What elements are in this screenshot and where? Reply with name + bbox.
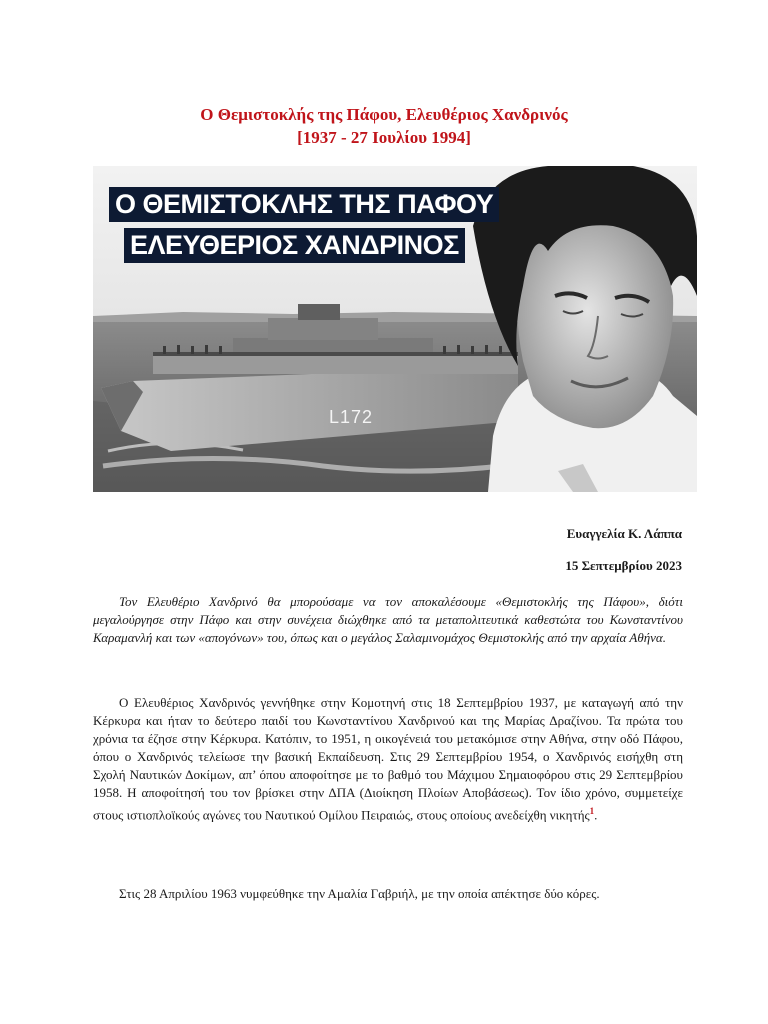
- ship-marking: L172: [329, 407, 374, 427]
- intro-paragraph: Τον Ελευθέριο Χανδρινό θα μπορούσαμε να τον αποκαλέσουμε «Θεμιστοκλής της Πάφου», διότι μεγαλούργησε στην Πάφο και στην συνέχεια διώχθηκε από τα μεταπολιτευτικά καθεστώτα του Κωνσταντίνου Καραμανλή και των «απογόνων» του, όπως και ο μεγάλος Σαλαμινομάχος Θεμιστοκλής από την αρχαία Αθήνα.: [93, 594, 683, 645]
- biography-paragraph-text: Ο Ελευθέριος Χανδρινός γεννήθηκε στην Κομοτηνή στις 18 Σεπτεμβρίου 1937, με καταγωγή από την Κέρκυρα και ήταν το δεύτερο παιδί του Κωνσταντίνου Χανδρινού και της Μαρίας Δραζίνου. Τα πρώτα του χρόνια τα έζησε στην Κέρκυρα. Κατόπιν, το 1951, η οικογένειά του μετακόμισε στην Αθήνα, στην οδό Πάφου, όπου ο Χανδρινός τελείωσε την βασική Εκπαίδευση. Στις 29 Σεπτεμβρίου 1954, ο Χανδρινός εισήχθη στη Σχολή Ναυτικών Δοκίμων, απ’ όπου αποφοίτησε με το βαθμό του Μάχιμου Σημαιοφόρου στις 29 Σεπτεμβρίου 1958. Η αποφοίτησή του τον βρίσκει στην ΔΠΑ (Διοίκηση Πλοίων Αποβάσεως). Τον ίδιο χρόνο, συμμετείχε στους ιστιοπλοϊκούς αγώνες του Ναυτικού Ομίλου Πειραιώς, στους οποίους ανεδείχθη νικητής: [93, 695, 683, 823]
- portrait: [473, 166, 697, 492]
- hero-photo: [93, 166, 697, 492]
- hero-banner-line2: ΕΛΕΥΘΕΡΙΟΣ ΧΑΝΔΡΙΝΟΣ: [124, 228, 465, 263]
- author-name: Ευαγγελία Κ. Λάππα: [566, 526, 682, 541]
- marriage-paragraph: Στις 28 Απριλίου 1963 νυμφεύθηκε την Αμαλία Γαβριήλ, με την οποία απέκτησε δύο κόρες.: [119, 886, 600, 901]
- document-title: Ο Θεμιστοκλής της Πάφου, Ελευθέριος Χανδρινός: [200, 105, 568, 124]
- biography-paragraph: [93, 694, 683, 824]
- document-title-dates: [1937 - 27 Ιουλίου 1994]: [297, 128, 471, 147]
- publication-date: 15 Σεπτεμβρίου 2023: [565, 558, 682, 573]
- biography-paragraph-end: .: [594, 807, 598, 823]
- hero-banner-line1: Ο ΘΕΜΙΣΤΟΚΛΗΣ ΤΗΣ ΠΑΦΟΥ: [109, 187, 499, 222]
- footnote-link[interactable]: 1: [589, 806, 595, 816]
